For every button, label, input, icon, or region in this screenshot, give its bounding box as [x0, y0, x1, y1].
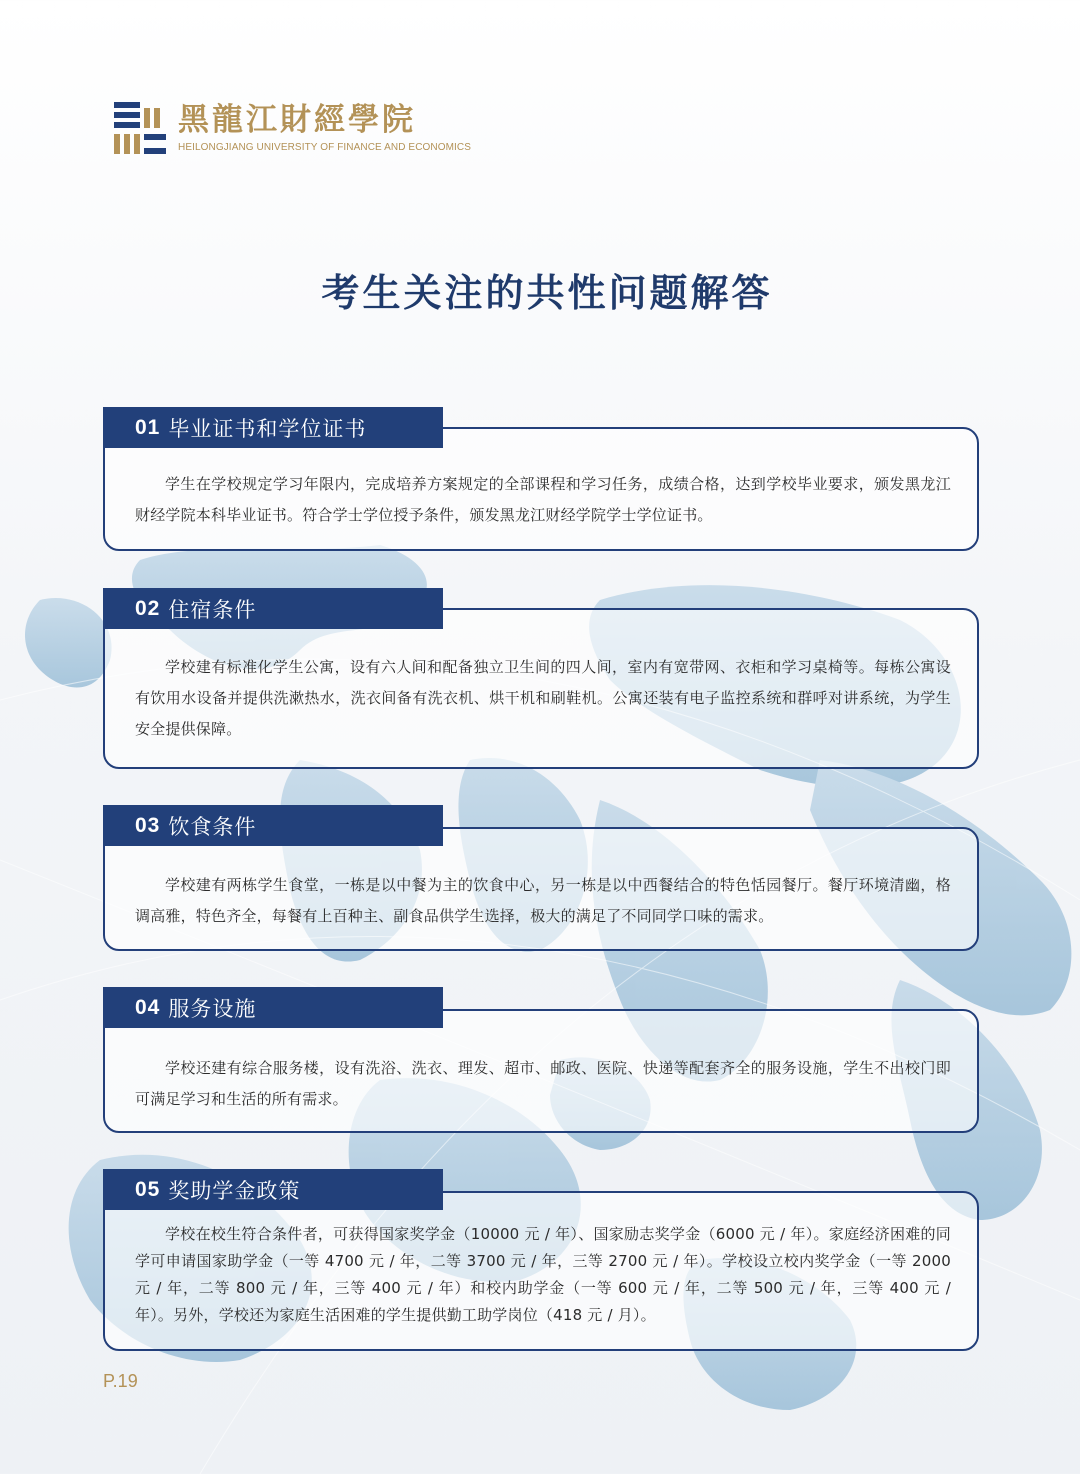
section-header [103, 987, 443, 1028]
page-title: 考生关注的共性问题解答 [321, 270, 773, 315]
page-number: P.19 [103, 1371, 138, 1391]
faq-section-facilities [103, 987, 979, 1133]
section-text: 学生在学校规定学习年限内，完成培养方案规定的全部课程和学习任务，成绩合格，达到学校毕业要求，颁发黑龙江财经学院本科毕业证书。符合学士学位授予条件，颁发黑龙江财经学院学士学位证书。 [135, 475, 951, 524]
section-text: 学校还建有综合服务楼，设有洗浴、洗衣、理发、超市、邮政、医院、快递等配套齐全的服务设施，学生不出校门即可满足学习和生活的所有需求。 [135, 1059, 951, 1108]
section-number: 04 [135, 995, 161, 1019]
section-title: 服务设施 [168, 996, 257, 1021]
logo-english-name: HEILONGJIANG UNIVERSITY OF FINANCE AND ECONOMICS [178, 142, 471, 153]
section-header [103, 1169, 443, 1210]
section-title: 奖助学金政策 [168, 1178, 301, 1203]
section-title: 住宿条件 [168, 597, 257, 622]
faq-section-diploma [103, 407, 979, 551]
section-number: 01 [135, 415, 161, 439]
section-header [103, 588, 443, 629]
logo-chinese-name: 黑龍江財經學院 [178, 102, 416, 138]
section-title: 毕业证书和学位证书 [168, 416, 367, 441]
section-number: 03 [135, 813, 161, 837]
section-header [103, 805, 443, 846]
university-emblem-icon [114, 102, 166, 154]
section-number: 05 [135, 1177, 161, 1201]
faq-section-accommodation [103, 588, 979, 769]
section-text: 学校建有标准化学生公寓，设有六人间和配备独立卫生间的四人间，室内有宽带网、衣柜和学习桌椅等。每栋公寓设有饮用水设备并提供洗漱热水，洗衣间备有洗衣机、烘干机和刷鞋机。公寓还装有电子监控系统和群呼对讲系统，为学生安全提供保障。 [135, 658, 951, 738]
section-number: 02 [135, 596, 161, 620]
section-text: 学校在校生符合条件者，可获得国家奖学金（10000 元 / 年）、国家励志奖学金（6000 元 / 年）。家庭经济困难的同学可申请国家助学金（一等 4700 元 / 年，二等 3700 元 / 年，三等 2700 元 / 年）。学校设立校内奖学金（一等 2000 元 / 年，二等 800 元 / 年，三等 400 元 / 年）和校内助学金（一等 600 元 / 年，二等 500 元 / 年，三等 400 元 / 年）。另外，学校还为家庭生活困难的学生提供勤工助学岗位（418 元 / 月）。 [135, 1225, 951, 1324]
section-header [103, 407, 443, 448]
faq-section-dining [103, 805, 979, 951]
section-text: 学校建有两栋学生食堂，一栋是以中餐为主的饮食中心，另一栋是以中西餐结合的特色恬园餐厅。餐厅环境清幽，格调高雅，特色齐全，每餐有上百种主、副食品供学生选择，极大的满足了不同同学口味的需求。 [135, 876, 951, 925]
section-title: 饮食条件 [168, 814, 257, 839]
faq-section-scholarships [103, 1169, 979, 1351]
university-logo [114, 100, 474, 156]
